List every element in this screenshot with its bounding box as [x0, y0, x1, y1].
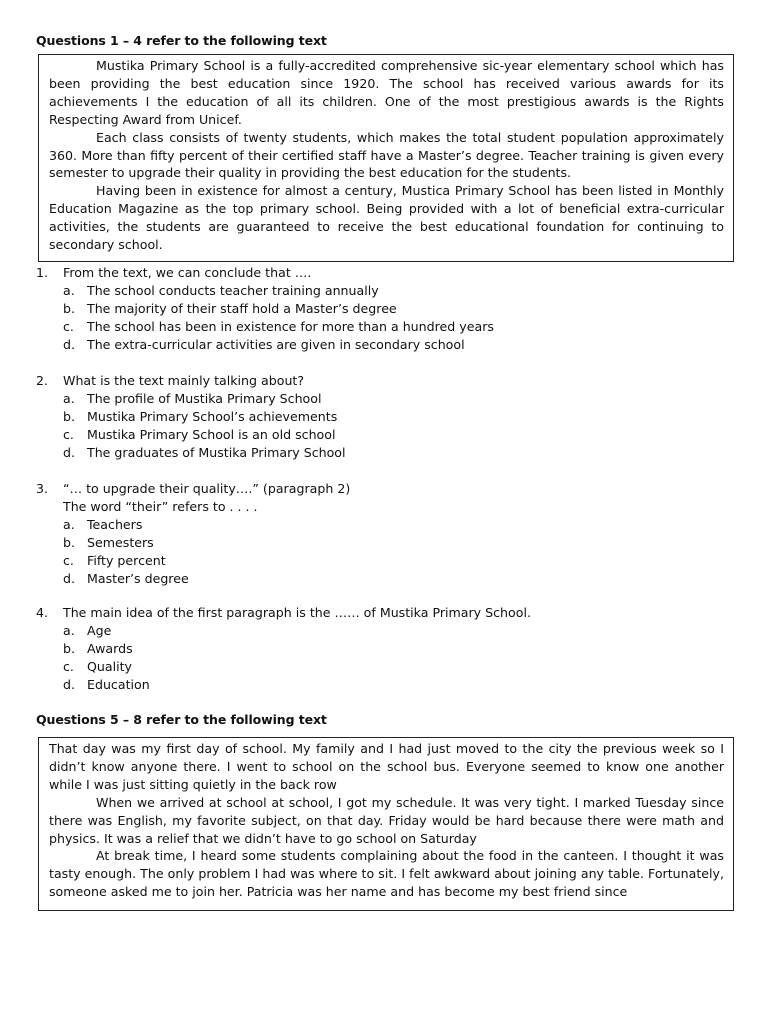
option-letter: b.	[63, 534, 75, 550]
option-letter: a.	[63, 282, 75, 298]
passage-1-paragraph: Having been in existence for almost a century, Mustica Primary School has been listed in Monthly Education Magazine as the top primary school. Being provided with a lot of beneficial extra-curricular activities, the students are guaranteed to receive the best educational foundation for continuing to secondary school.	[49, 183, 724, 253]
answer-option	[36, 658, 736, 676]
option-text: Awards	[87, 640, 133, 656]
answer-option	[36, 534, 736, 552]
answer-option	[36, 408, 736, 426]
answer-option	[36, 676, 736, 694]
option-letter: d.	[63, 444, 75, 460]
option-letter: a.	[63, 390, 75, 406]
option-letter: b.	[63, 408, 75, 424]
option-text: Fifty percent	[87, 552, 166, 568]
option-letter: d.	[63, 676, 75, 692]
answer-option	[36, 282, 736, 300]
answer-option	[36, 300, 736, 318]
answer-option	[36, 426, 736, 444]
passage-1-paragraph: Mustika Primary School is a fully-accredited comprehensive sic-year elementary school which has been providing the best education since 1920. The school has received various awards for its achievements I the education of all its children. One of the most prestigious awards is the Rights Respecting Award from Unicef.	[49, 58, 724, 127]
question-stem: From the text, we can conclude that ….	[63, 265, 312, 280]
passage-2-paragraph: That day was my first day of school. My family and I had just moved to the city the previous week so I didn’t know anyone there. I went to school on the school bus. Everyone seemed to know one another while I was just sitting quietly in the back row	[49, 741, 724, 792]
option-letter: d.	[63, 570, 75, 586]
answer-option	[36, 336, 736, 354]
option-text: Semesters	[87, 534, 154, 550]
question-4	[36, 604, 736, 694]
option-letter: c.	[63, 658, 74, 674]
option-text: The extra-curricular activities are given in secondary school	[87, 336, 465, 352]
option-text: The graduates of Mustika Primary School	[87, 444, 346, 460]
passage-2-box	[38, 737, 734, 911]
answer-option	[36, 640, 736, 658]
question-number: 3.	[36, 481, 49, 496]
section-2-heading: Questions 5 – 8 refer to the following text	[36, 712, 327, 727]
answer-option	[36, 318, 736, 336]
answer-option	[36, 552, 736, 570]
option-text: The majority of their staff hold a Master’s degree	[87, 300, 397, 316]
option-text: Education	[87, 676, 150, 692]
answer-option	[36, 390, 736, 408]
question-stem: What is the text mainly talking about?	[63, 373, 305, 388]
option-letter: b.	[63, 640, 75, 656]
option-text: Master’s degree	[87, 570, 189, 586]
option-text: The profile of Mustika Primary School	[87, 390, 322, 406]
passage-1-paragraph: Each class consists of twenty students, which makes the total student population approximately 360. More than fifty percent of their certified staff have a Master’s degree. Teacher training is given every semester to upgrade their quality in providing the best education for the students.	[49, 129, 724, 181]
option-letter: d.	[63, 336, 75, 352]
passage-2-paragraph: At break time, I heard some students complaining about the food in the canteen. I thought it was tasty enough. The only problem I had was where to sit. I felt awkward about joining any table. Fortunately, someone asked me to join her. Patricia was her name and has become my best friend since	[49, 848, 724, 900]
question-number: 1.	[36, 265, 49, 280]
option-text: The school has been in existence for more than a hundred years	[87, 318, 494, 334]
option-letter: c.	[63, 552, 74, 568]
option-letter: c.	[63, 318, 74, 334]
passage-1-box	[38, 54, 734, 262]
option-text: Teachers	[87, 516, 143, 532]
option-text: Mustika Primary School’s achievements	[87, 408, 338, 424]
passage-2-paragraph: When we arrived at school at school, I got my schedule. It was very tight. I marked Tuesday since there was English, my favorite subject, on that day. Friday would be hard because there were math and physics. It was a relief that we didn’t have to go school on Saturday	[49, 794, 724, 846]
section-1-heading: Questions 1 – 4 refer to the following text	[36, 33, 327, 48]
option-letter: a.	[63, 516, 75, 532]
question-3	[36, 480, 736, 587]
option-text: The school conducts teacher training annually	[87, 282, 379, 298]
option-text: Quality	[87, 658, 133, 674]
answer-option	[36, 444, 736, 462]
answer-option	[36, 622, 736, 640]
question-stem: “… to upgrade their quality….” (paragraph 2)	[63, 481, 351, 496]
question-number: 2.	[36, 373, 49, 388]
answer-option	[36, 516, 736, 534]
question-stem-line-2: The word “their” refers to . . . .	[63, 498, 258, 514]
option-letter: c.	[63, 426, 74, 442]
question-number: 4.	[36, 605, 49, 620]
option-letter: a.	[63, 622, 75, 638]
option-text: Age	[87, 622, 112, 638]
option-letter: b.	[63, 300, 75, 316]
question-1	[36, 264, 736, 354]
question-stem: The main idea of the first paragraph is the …… of Mustika Primary School.	[63, 605, 531, 620]
option-text: Mustika Primary School is an old school	[87, 426, 336, 442]
question-2	[36, 372, 736, 462]
answer-option	[36, 570, 736, 588]
